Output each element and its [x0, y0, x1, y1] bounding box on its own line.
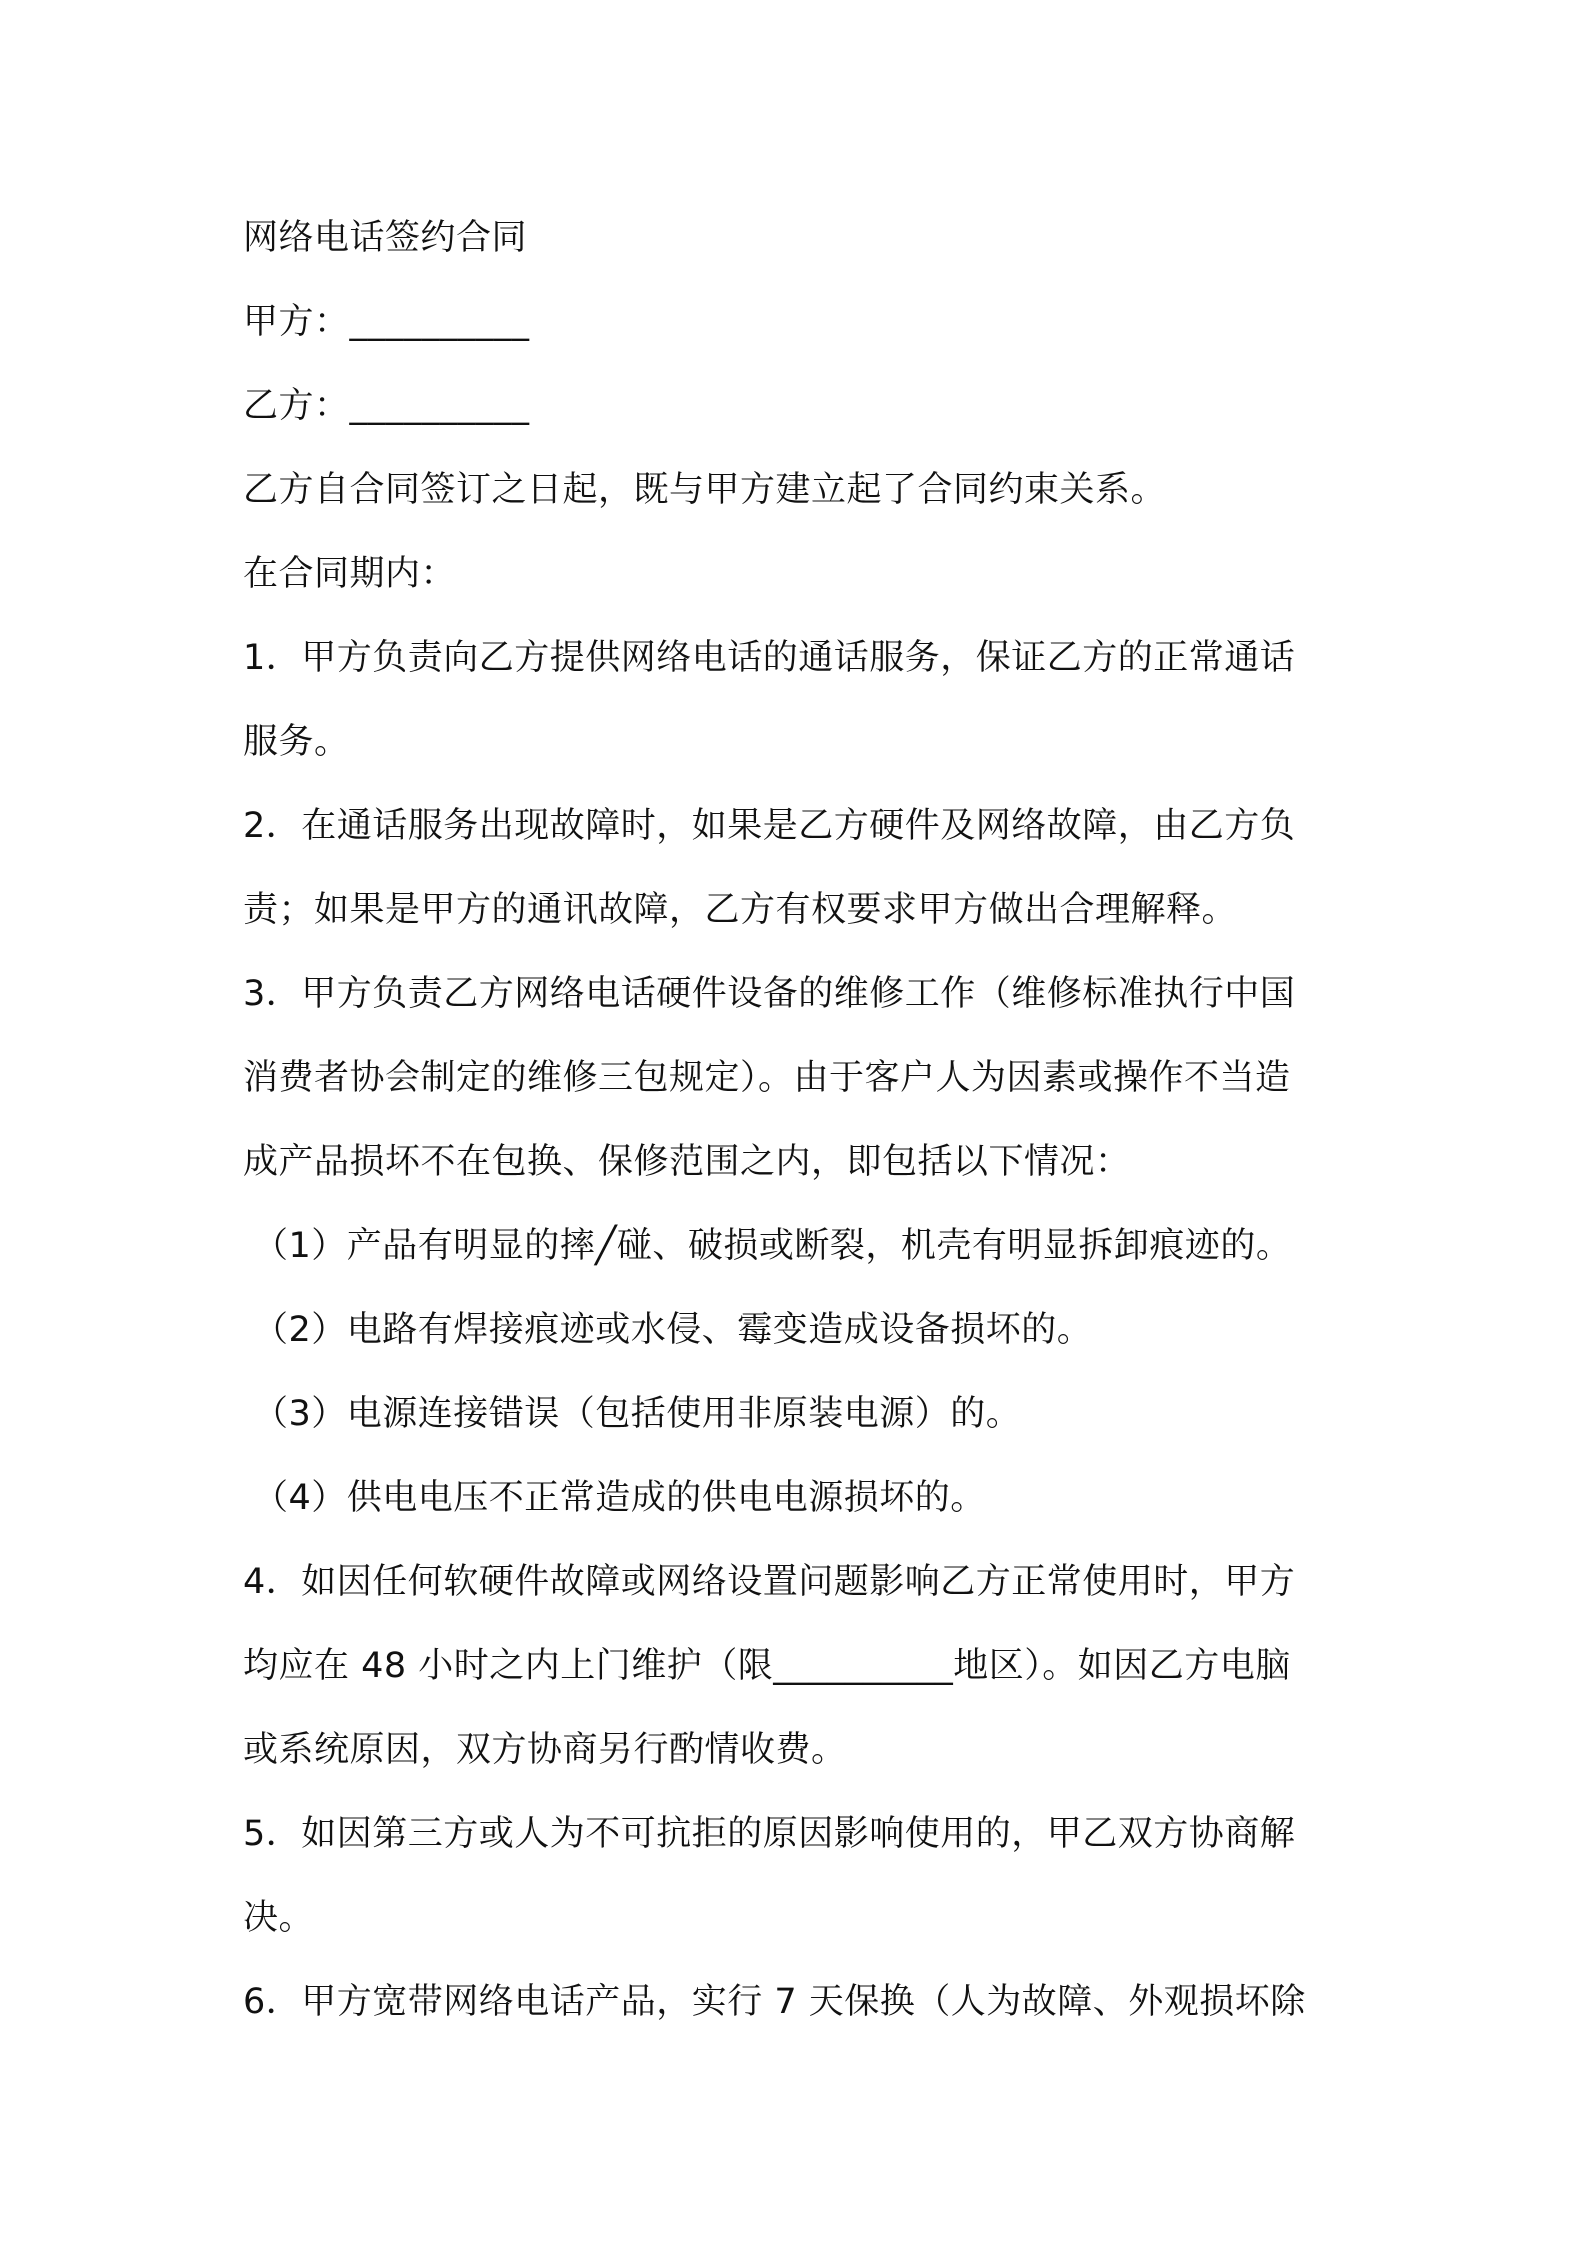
- clause-3-item-3: （3）电源连接错误（包括使用非原装电源）的。: [253, 1394, 1022, 1434]
- clause-3-line-1: 3．甲方负责乙方网络电话硬件设备的维修工作（维修标准执行中国: [243, 974, 1296, 1014]
- clause-3-item-2: （2）电路有焊接痕迹或水侵、霉变造成设备损坏的。: [253, 1310, 1093, 1350]
- clause-1-line-1: 1．甲方负责向乙方提供网络电话的通话服务，保证乙方的正常通话: [243, 638, 1296, 678]
- clause-4-line-1: 4．如因任何软硬件故障或网络设置问题影响乙方正常使用时，甲方: [243, 1562, 1296, 1602]
- party-a-line: 甲方：__________: [243, 302, 530, 342]
- clause-2-line-2: 责；如果是甲方的通讯故障，乙方有权要求甲方做出合理解释。: [243, 890, 1238, 930]
- clause-3-item-4: （4）供电电压不正常造成的供电电源损坏的。: [253, 1478, 986, 1518]
- clause-5-line-1: 5．如因第三方或人为不可抗拒的原因影响使用的，甲乙双方协商解: [243, 1814, 1296, 1854]
- clause-6-line-1: 6．甲方宽带网络电话产品，实行 7 天保换（人为故障、外观损坏除: [243, 1982, 1306, 2022]
- clause-3-item-1: （1）产品有明显的摔╱碰、破损或断裂，机壳有明显拆卸痕迹的。: [253, 1226, 1292, 1266]
- clause-1-line-2: 服务。: [243, 722, 350, 762]
- clause-5-line-2: 决。: [243, 1898, 315, 1938]
- period-heading: 在合同期内：: [243, 554, 457, 594]
- clause-3-line-3: 成产品损坏不在包换、保修范围之内，即包括以下情况：: [243, 1142, 1131, 1182]
- document-title: 网络电话签约合同: [243, 218, 528, 258]
- intro-paragraph: 乙方自合同签订之日起，既与甲方建立起了合同约束关系。: [243, 470, 1167, 510]
- document-body: [243, 196, 1359, 2044]
- clause-4-line-3: 或系统原因，双方协商另行酌情收费。: [243, 1730, 847, 1770]
- clause-2-line-1: 2．在通话服务出现故障时，如果是乙方硬件及网络故障，由乙方负: [243, 806, 1296, 846]
- party-b-line: 乙方：__________: [243, 386, 530, 426]
- clause-3-line-2: 消费者协会制定的维修三包规定）。由于客户人为因素或操作不当造: [243, 1058, 1291, 1098]
- clause-4-line-2: 均应在 48 小时之内上门维护（限__________地区）。如因乙方电脑: [243, 1646, 1291, 1686]
